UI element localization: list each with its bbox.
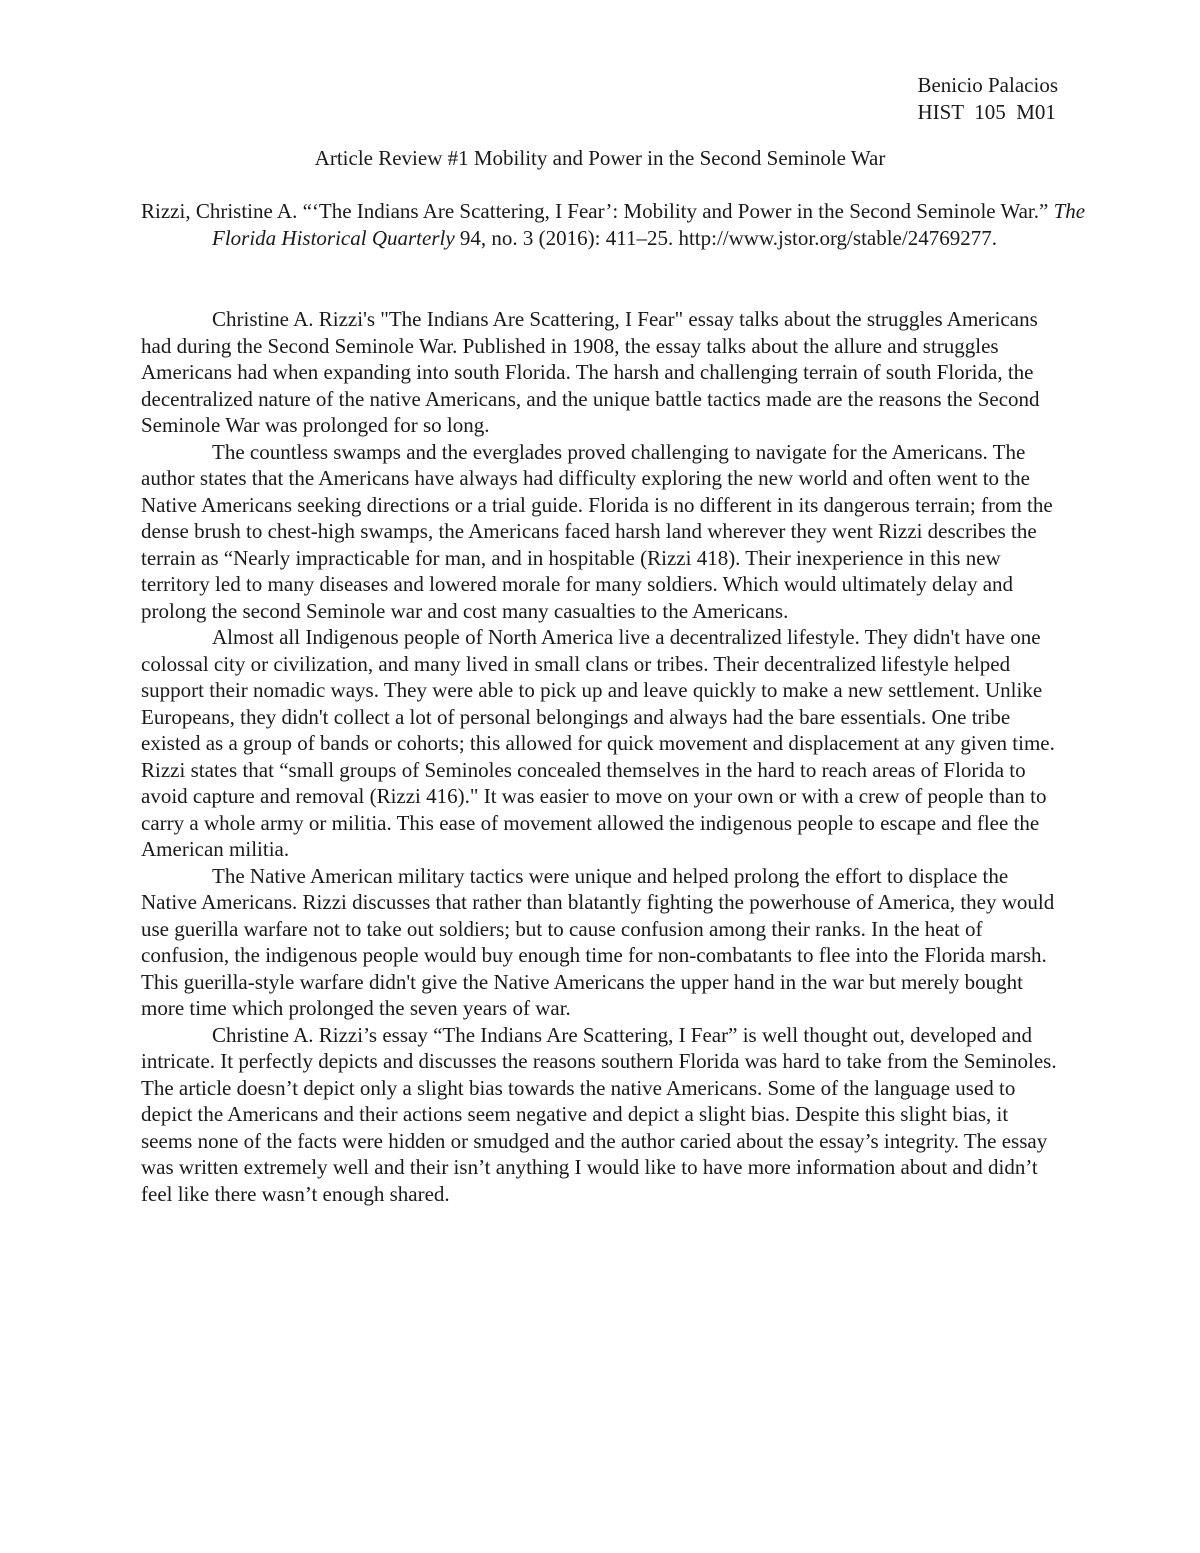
paragraph-5: Christine A. Rizzi’s essay “The Indians Are Scattering, I Fear” is well thought out, developed and intricate. It perfectly depicts and discusses the reasons southern Florida was hard to take from the Seminoles. The article doesn’t depict only a slight bias towards the native Americans. Some of the language used to depict the Americans and their actions seem negative and depict a slight bias. Despite this slight bias, it seems none of the facts were hidden or smudged and the author caried about the essay’s integrity. The essay was written extremely well and their isn’t anything I would like to have more information about and didn’t feel like there wasn’t enough shared. — [141, 1022, 1057, 1206]
paragraph-1: Christine A. Rizzi's "The Indians Are Scattering, I Fear" essay talks about the struggles Americans had during the Second Seminole War. Published in 1908, the essay talks about the allure and struggles Americans had when expanding into south Florida. The harsh and challenging terrain of south Florida, the decentralized nature of the native Americans, and the unique battle tactics made are the reasons the Second Seminole War was prolonged for so long. — [141, 307, 1040, 437]
author-name: Benicio Palacios — [917, 73, 1058, 97]
citation-journal: The Florida Historical Quarterly — [212, 199, 1086, 250]
header-block — [917, 72, 1058, 126]
paragraph-4: The Native American military tactics were unique and helped prolong the effort to displace the Native Americans. Rizzi discusses that rather than blatantly fighting the powerhouse of America, they would use guerilla warfare not to take out soldiers; but to cause confusion among their ranks. In the heat of confusion, the indigenous people would buy enough time for non-combatants to flee into the Florida marsh. This guerilla-style warfare didn't give the Native Americans the upper hand in the war but merely bought more time which prolonged the seven years of war. — [141, 863, 1055, 1020]
citation-lead: Rizzi, Christine A. “‘The Indians Are Scattering, I Fear’: Mobility and Power in the Second Seminole War.” — [141, 199, 1054, 223]
paragraph-3: Almost all Indigenous people of North America live a decentralized lifestyle. They didn't have one colossal city or civilization, and many lived in small clans or tribes. Their decentralized lifestyle helped support their nomadic ways. They were able to pick up and leave quickly to make a new settlement. Unlike Europeans, they didn't collect a lot of personal belongings and always had the bare essentials. One tribe existed as a group of bands or cohorts; this allowed for quick movement and displacement at any given time. Rizzi states that “small groups of Seminoles concealed themselves in the hard to reach areas of Florida to avoid capture and removal (Rizzi 416)." It was easier to move on your own or with a crew of people than to carry a whole army or militia. This ease of movement allowed the indigenous people to escape and flee the American militia. — [141, 625, 1055, 861]
course-code: HIST 105 M01 — [917, 100, 1056, 124]
citation-tail: 94, no. 3 (2016): 411–25. http://www.jstor.org/stable/24769277. — [454, 225, 997, 250]
paragraph-2: The countless swamps and the everglades proved challenging to navigate for the Americans. The author states that the Americans have always had difficulty exploring the new world and often went to the Native Americans seeking directions or a trial guide. Florida is no different in its dangerous terrain; from the dense brush to chest-high swamps, the Americans faced harsh land wherever they went Rizzi describes the terrain as “Nearly impracticable for man, and in hospitable (Rizzi 418). Their inexperience in this new territory led to many diseases and lowered morale for many soldiers. Which would ultimately delay and prolong the second Seminole war and cost many casualties to the Americans. — [141, 439, 1053, 623]
document-title: Article Review #1 Mobility and Power in the Second Seminole War — [314, 146, 886, 170]
citation — [141, 198, 1112, 251]
body-text — [141, 306, 1061, 1207]
